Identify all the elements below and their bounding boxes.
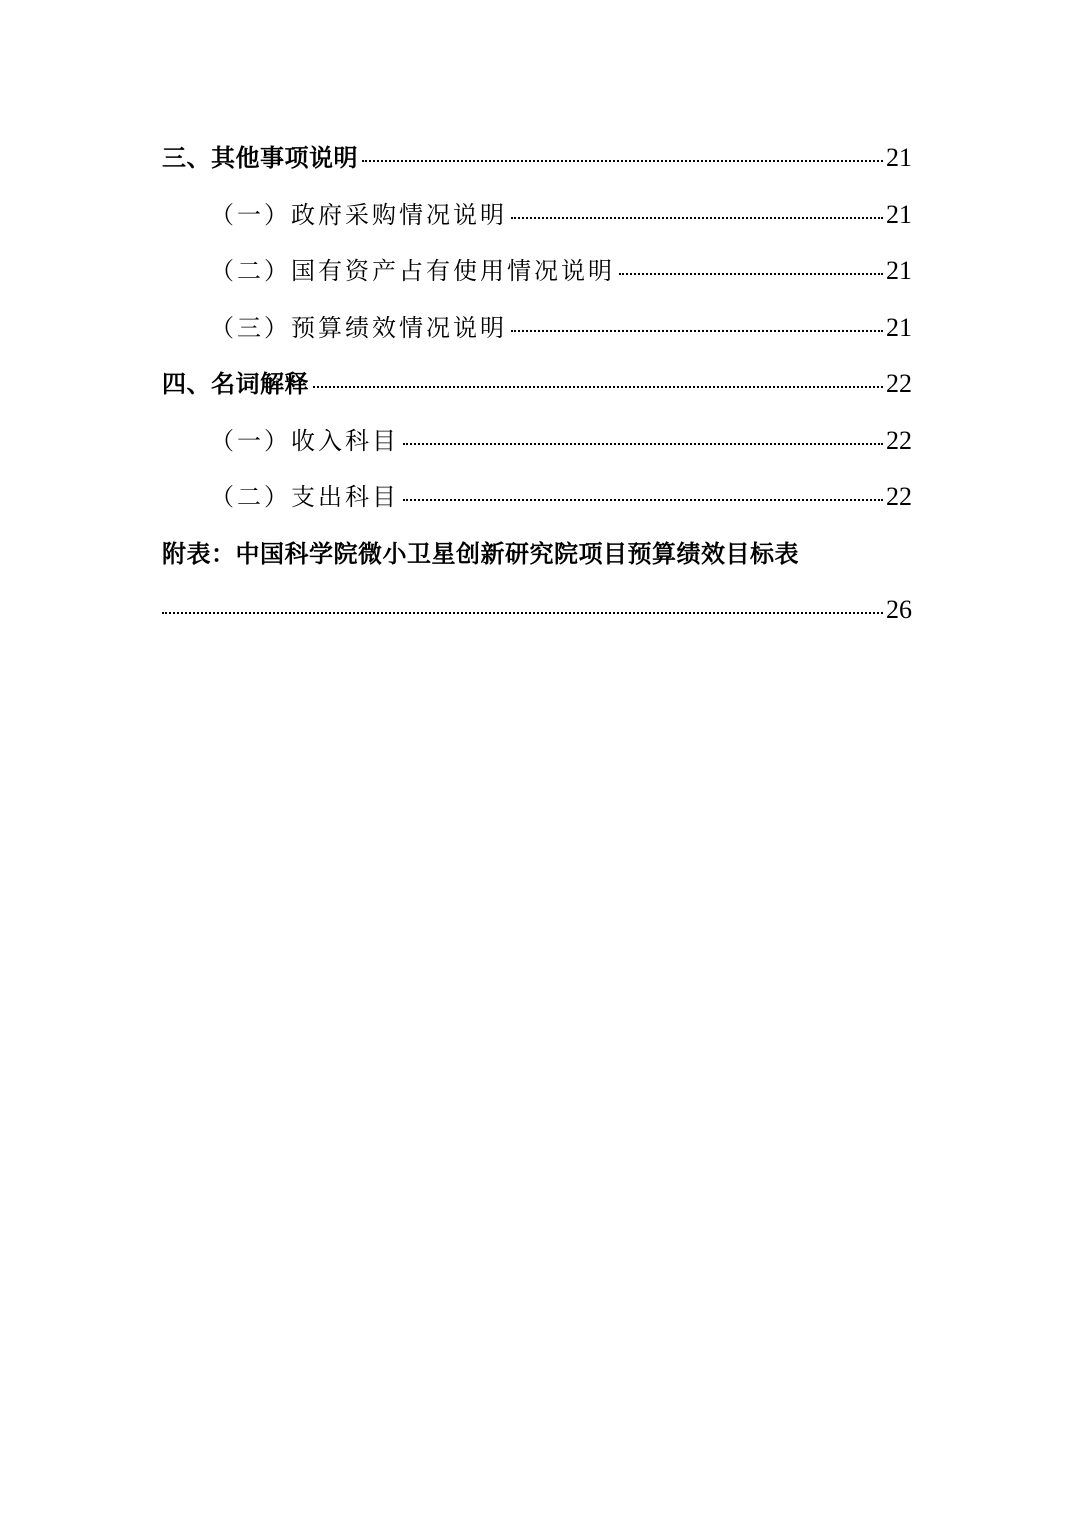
toc-entry-government-procurement[interactable] — [162, 193, 912, 250]
toc-entry-title: （一）收入科目 — [210, 426, 399, 455]
toc-dot-leader — [511, 217, 883, 219]
toc-entry-state-assets[interactable] — [162, 249, 912, 306]
toc-page-number: 21 — [886, 199, 912, 229]
toc-page-number: 21 — [886, 256, 912, 285]
toc-entry-other-matters[interactable] — [162, 136, 912, 193]
toc-dot-leader — [313, 386, 883, 388]
toc-page-number: 26 — [886, 595, 912, 624]
toc-page-number: 21 — [886, 143, 912, 172]
toc-dot-leader — [619, 273, 883, 275]
toc-entry-title: （二）国有资产占有使用情况说明 — [210, 257, 615, 285]
toc-entry-title: （二）支出科目 — [210, 483, 399, 511]
toc-entry-title: 四、名词解释 — [162, 370, 309, 398]
toc-page-number: 22 — [886, 369, 912, 398]
toc-dot-leader — [511, 330, 883, 332]
table-of-contents — [162, 136, 912, 645]
toc-entry-title: 三、其他事项说明 — [162, 144, 358, 172]
toc-entry-title: 附表：中国科学院微小卫星创新研究院项目预算绩效目标表 — [162, 539, 799, 568]
toc-entry-income-items[interactable] — [162, 419, 912, 476]
toc-page-number: 21 — [886, 312, 912, 342]
toc-page-number: 22 — [886, 482, 912, 511]
toc-dot-leader — [403, 499, 883, 501]
toc-entry-glossary[interactable] — [162, 362, 912, 419]
toc-page-number: 22 — [886, 425, 912, 455]
toc-entry-title: （一）政府采购情况说明 — [210, 200, 507, 229]
toc-entry-expenditure-items[interactable] — [162, 475, 912, 532]
toc-entry-title: （三）预算绩效情况说明 — [210, 313, 507, 342]
toc-entry-continuation — [162, 588, 912, 645]
toc-dot-leader — [362, 160, 883, 162]
toc-entry-appendix-table[interactable] — [162, 532, 912, 645]
toc-dot-leader — [403, 443, 883, 445]
toc-entry-budget-performance[interactable] — [162, 306, 912, 363]
toc-dot-leader — [162, 612, 883, 614]
